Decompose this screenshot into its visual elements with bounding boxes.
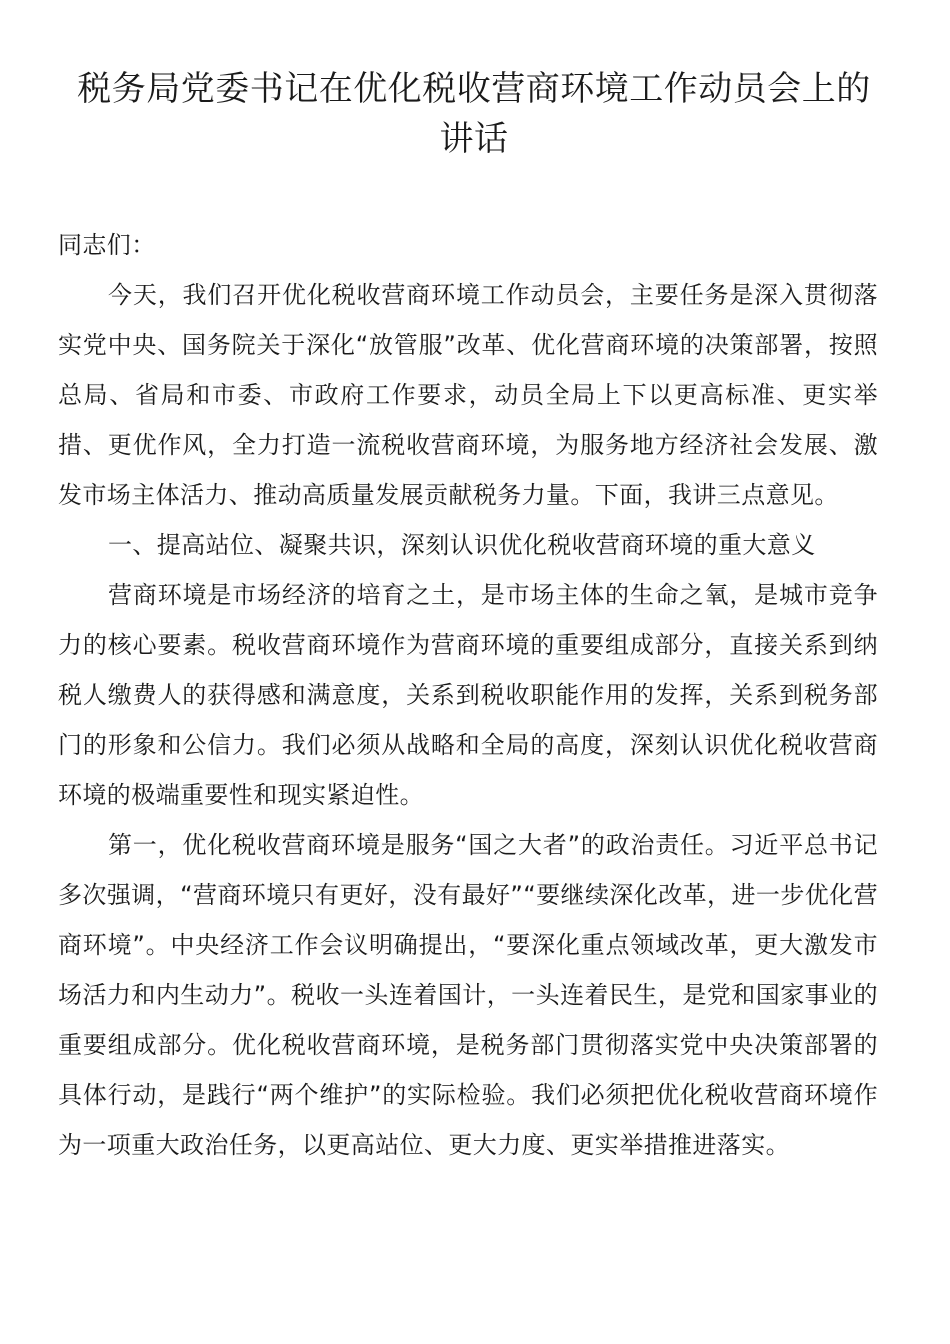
paragraph-first-point: 第一，优化税收营商环境是服务“国之大者”的政治责任。习近平总书记多次强调，“营商环境只有更好，没有最好”“要继续深化改革，进一步优化营商环境”。中央经济工作会议明确提出，“要深化重点领域改革，更大激发市场活力和内生动力”。税收一头连着国计，一头连着民生，是党和国家事业的重要组成部分。优化税收营商环境，是税务部门贯彻落实党中央决策部署的具体行动，是践行“两个维护”的实际检验。我们必须把优化税收营商环境作为一项重大政治任务，以更高站位、更大力度、更实举措推进落实。: [58, 831, 878, 1159]
section-heading-1: 一、提高站位、凝聚共识，深刻认识优化税收营商环境的重大意义: [108, 531, 816, 559]
paragraph-business-environment: 营商环境是市场经济的培育之土，是市场主体的生命之氧，是城市竞争力的核心要素。税收营商环境作为营商环境的重要组成部分，直接关系到纳税人缴费人的获得感和满意度，关系到税收职能作用的发挥，关系到税务部门的形象和公信力。我们必须从战略和全局的高度，深刻认识优化税收营商环境的极端重要性和现实紧迫性。: [58, 581, 878, 809]
document-body: [58, 220, 878, 1170]
paragraph-intro: 今天，我们召开优化税收营商环境工作动员会，主要任务是深入贯彻落实党中央、国务院关于深化“放管服”改革、优化营商环境的决策部署，按照总局、省局和市委、市政府工作要求，动员全局上下以更高标准、更实举措、更优作风，全力打造一流税收营商环境，为服务地方经济社会发展、激发市场主体活力、推动高质量发展贡献税务力量。下面，我讲三点意见。: [58, 281, 878, 509]
document-title: 税务局党委书记在优化税收营商环境工作动员会上的讲话: [77, 69, 871, 159]
salutation: 同志们：: [58, 231, 156, 259]
